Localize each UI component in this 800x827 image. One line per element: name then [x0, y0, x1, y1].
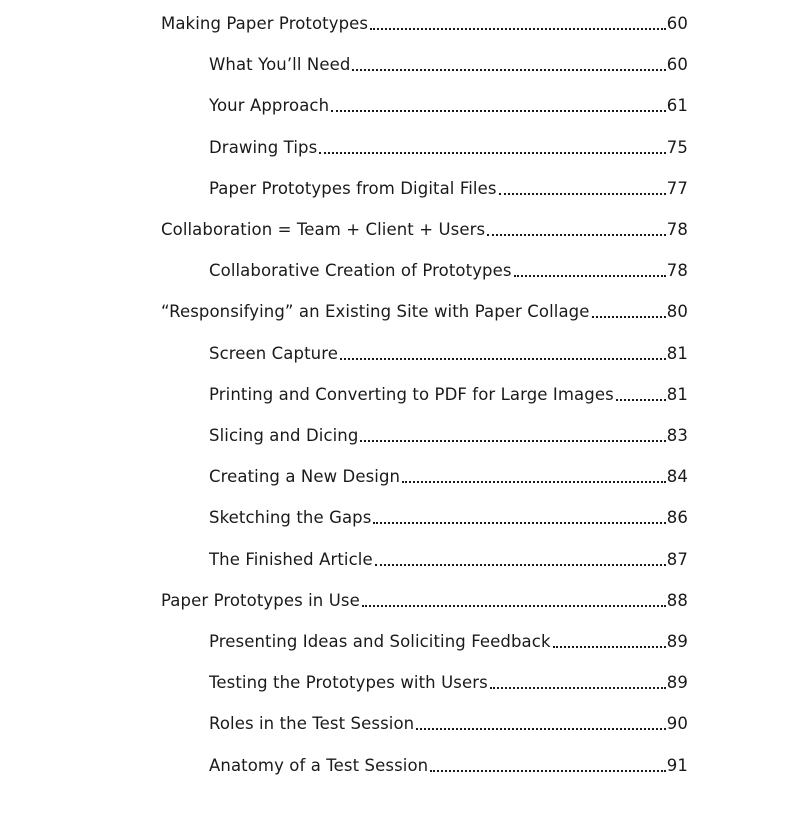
- toc-entry-title: Anatomy of a Test Session: [209, 755, 429, 775]
- dot-leader: [402, 481, 666, 483]
- dot-leader: [360, 440, 665, 442]
- toc-entry[interactable]: [209, 381, 688, 405]
- dot-leader: [319, 152, 666, 154]
- toc-entry-page-number: 78: [666, 261, 688, 281]
- toc-entry[interactable]: [209, 257, 688, 281]
- toc-entry[interactable]: [209, 628, 688, 652]
- dot-leader: [416, 728, 666, 730]
- toc-entry-page-number: 81: [666, 343, 688, 363]
- toc-entry[interactable]: [209, 546, 688, 570]
- toc-entry-title: Testing the Prototypes with Users: [209, 673, 488, 693]
- toc-entry-title: What You’ll Need: [209, 55, 351, 75]
- dot-leader: [373, 522, 665, 524]
- toc-entry-title: Presenting Ideas and Soliciting Feedback: [209, 632, 551, 651]
- toc-entry-page-number: 87: [666, 549, 688, 569]
- toc-entry[interactable]: [209, 134, 688, 158]
- dot-leader: [352, 69, 665, 71]
- toc-entry-page-number: 84: [666, 467, 688, 487]
- toc-entry[interactable]: [209, 710, 688, 734]
- toc-entry-title: Paper Prototypes from Digital Files: [209, 178, 497, 198]
- toc-entry[interactable]: [209, 422, 688, 446]
- toc-entry[interactable]: [161, 10, 688, 34]
- dot-leader: [340, 358, 666, 360]
- toc-entry-title: Slicing and Dicing: [209, 426, 359, 445]
- dot-leader: [499, 193, 666, 195]
- toc-entry-page-number: 89: [666, 673, 688, 693]
- dot-leader: [553, 646, 666, 648]
- toc-entry-title: Collaboration = Team + Client + Users: [161, 220, 486, 239]
- toc-entry[interactable]: [209, 92, 688, 116]
- toc-entry[interactable]: [209, 340, 688, 364]
- toc-entry-page-number: 60: [666, 14, 688, 33]
- toc-entry[interactable]: [209, 504, 688, 528]
- toc-entry-page-number: 77: [666, 178, 688, 198]
- toc-entry-page-number: 61: [666, 96, 688, 116]
- dot-leader: [490, 687, 666, 689]
- toc-entry-page-number: 60: [666, 55, 688, 75]
- toc-entry-page-number: 88: [666, 590, 688, 610]
- toc-entry-page-number: 80: [666, 302, 688, 322]
- toc-entry[interactable]: [161, 587, 688, 611]
- toc-entry-title: Sketching the Gaps: [209, 508, 372, 528]
- dot-leader: [514, 275, 666, 277]
- toc-entry-title: “Responsifying” an Existing Site with Paper Collage: [161, 302, 590, 322]
- toc-entry-title: Printing and Converting to PDF for Large Images: [209, 384, 614, 404]
- toc-entry-page-number: 89: [666, 632, 688, 651]
- toc-entry-page-number: 90: [666, 714, 688, 734]
- toc-entry-page-number: 75: [666, 137, 688, 157]
- dot-leader: [487, 234, 666, 236]
- dot-leader: [331, 110, 666, 112]
- dot-leader: [370, 28, 666, 30]
- toc-entry-title: Drawing Tips: [209, 137, 318, 157]
- toc-entry-title: Making Paper Prototypes: [161, 14, 369, 33]
- toc-entry-title: Creating a New Design: [209, 467, 401, 487]
- toc-entry[interactable]: [161, 298, 688, 322]
- clipped-toc-entry: [209, 809, 688, 827]
- toc-entry-title: Your Approach: [209, 96, 330, 116]
- toc-entry[interactable]: [209, 752, 688, 776]
- toc-entry[interactable]: [209, 669, 688, 693]
- toc-entry[interactable]: [161, 216, 688, 240]
- toc-entry[interactable]: [209, 175, 688, 199]
- dot-leader: [430, 770, 666, 772]
- toc-entry-page-number: 78: [666, 220, 688, 239]
- toc-entry-page-number: 86: [666, 508, 688, 528]
- dot-leader: [616, 399, 666, 401]
- toc-entry[interactable]: [209, 463, 688, 487]
- toc-entry-title: Paper Prototypes in Use: [161, 590, 360, 610]
- toc-entry[interactable]: [209, 51, 688, 75]
- toc-entry-page-number: 81: [666, 384, 688, 404]
- dot-leader: [362, 605, 666, 607]
- toc-entry-title: Screen Capture: [209, 343, 338, 363]
- dot-leader: [592, 316, 666, 318]
- toc-entry-title: Collaborative Creation of Prototypes: [209, 261, 512, 281]
- toc-entry-title: Roles in the Test Session: [209, 714, 415, 734]
- dot-leader: [375, 564, 666, 566]
- toc-entry-page-number: 83: [666, 426, 688, 445]
- toc-entry-title: The Finished Article: [209, 549, 373, 569]
- toc-entry-page-number: 91: [666, 755, 688, 775]
